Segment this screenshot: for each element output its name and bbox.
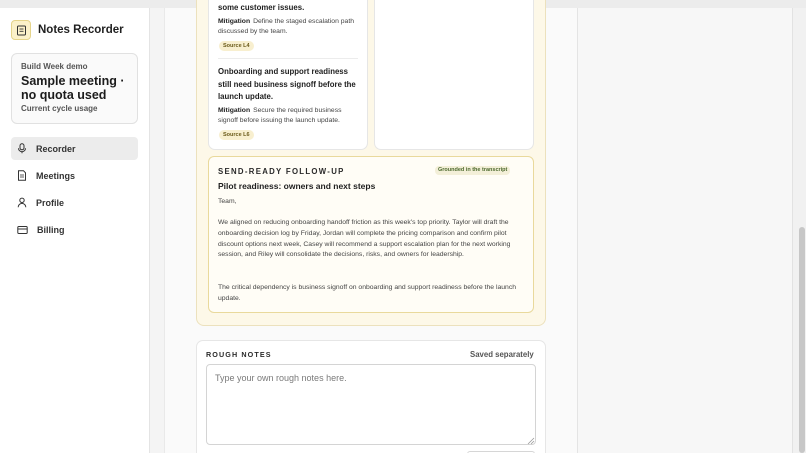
item-divider <box>218 58 358 59</box>
sidebar-item-label: Meetings <box>36 170 76 181</box>
usage-card-label: Build Week demo <box>21 62 88 71</box>
sidebar-nav <box>11 137 138 245</box>
mitigation-text: Secure the required business signoff before issuing the launch update. <box>218 107 342 124</box>
follow-up-body: We aligned on reducing onboarding handoff friction as this week's top priority. Taylor will draft the onboarding decision log by Friday, Jordan will complete the pricing comparison and confirm pilot discount options next week, Casey will recommend a support escalation plan for the next working session, and Riley will consolidate the decisions, risks, and owners for leadership. <box>218 219 511 259</box>
resize-handle-icon[interactable] <box>527 437 535 445</box>
mitigation-label: Mitigation <box>218 107 251 114</box>
sidebar-item-recorder[interactable] <box>11 137 138 160</box>
grounded-badge: Grounded in the transcript <box>435 166 510 175</box>
notebook-icon <box>11 20 31 40</box>
usage-card <box>11 53 138 124</box>
app-name: Notes Recorder <box>38 24 124 36</box>
sidebar-item-meetings[interactable] <box>11 164 138 187</box>
readiness-item-mitigation <box>218 17 360 36</box>
mitigation-text: Define the staged escalation path discussed by the team. <box>218 18 354 35</box>
sidebar-item-billing[interactable] <box>11 218 138 241</box>
follow-up-closing: The critical dependency is business signoff on onboarding and support readiness before the launch update. <box>218 284 517 302</box>
scrollbar-thumb[interactable] <box>799 227 805 453</box>
follow-up-greeting: Team, <box>218 198 237 205</box>
readiness-item-title: some customer issues. <box>218 3 305 12</box>
readiness-card-empty <box>374 0 534 150</box>
person-icon <box>17 197 27 208</box>
microphone-icon <box>17 143 27 154</box>
sidebar-item-label: Billing <box>37 224 65 235</box>
sidebar-item-label: Recorder <box>36 143 76 154</box>
mitigation-label: Mitigation <box>218 18 251 25</box>
brand[interactable] <box>11 20 124 40</box>
usage-card-subtitle: Current cycle usage <box>21 104 98 113</box>
right-panel <box>578 8 792 453</box>
saved-status: Saved separately <box>470 350 534 359</box>
rough-notes-input[interactable] <box>206 364 536 445</box>
document-icon <box>17 170 27 181</box>
sidebar-item-label: Profile <box>36 197 65 208</box>
readiness-item-mitigation <box>218 106 360 125</box>
credit-card-icon <box>17 225 28 235</box>
sidebar-item-profile[interactable] <box>11 191 138 214</box>
source-badge[interactable]: Source L6 <box>219 130 254 140</box>
follow-up-heading: SEND-READY FOLLOW-UP <box>218 167 345 176</box>
follow-up-subject: Pilot readiness: owners and next steps <box>218 181 376 191</box>
source-badge[interactable]: Source L4 <box>219 41 254 51</box>
sidebar <box>0 8 150 453</box>
usage-card-title: Sample meeting · no quota used <box>21 74 125 102</box>
readiness-item-title: Onboarding and support readiness still need business signoff before the launch update. <box>218 67 356 101</box>
rough-notes-heading: ROUGH NOTES <box>206 350 272 359</box>
